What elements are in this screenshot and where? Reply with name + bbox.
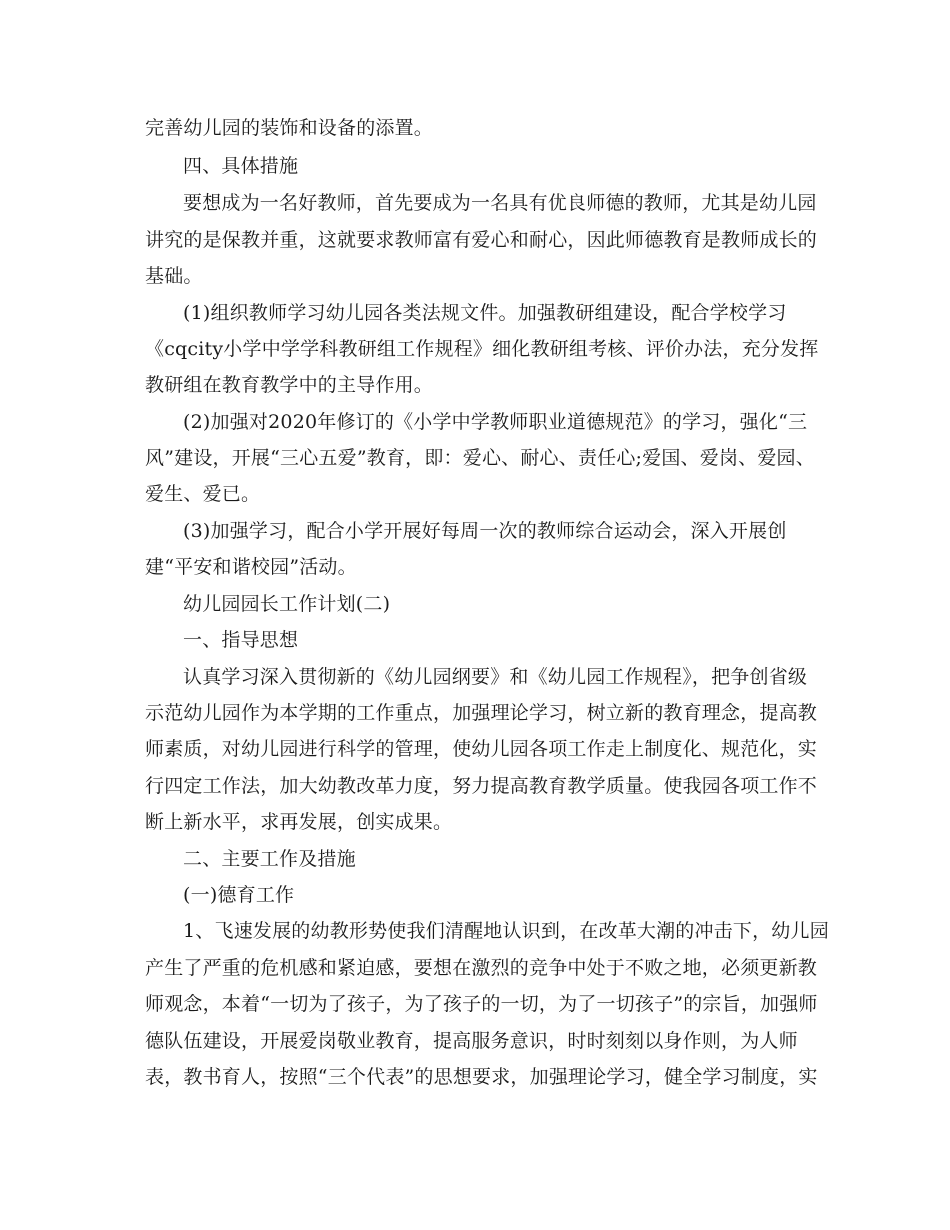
text-line: (1)组织教师学习幼儿园各类法规文件。加强教研组建设，配合学校学习 <box>183 302 787 324</box>
text-line: 1、飞速发展的幼教形势使我们清醒地认识到，在改革大潮的冲击下，幼儿园 <box>183 920 829 942</box>
text-line: 师观念，本着“一切为了孩子，为了孩子的一切，为了一切孩子”的宗旨，加强师 <box>145 993 818 1015</box>
text-line: 建“平安和谐校园”活动。 <box>145 556 357 578</box>
text-line: 断上新水平，求再发展，创实成果。 <box>145 811 453 833</box>
section-heading: 一、指导思想 <box>183 629 299 651</box>
text-line: 产生了严重的危机感和紧迫感，要想在激烈的竞争中处于不败之地，必须更新教 <box>145 957 818 979</box>
text-line: 师素质，对幼儿园进行科学的管理，使幼儿园各项工作走上制度化、规范化，实 <box>145 738 818 760</box>
text-line: 德队伍建设，开展爱岗敬业教育，提高服务意识，时时刻刻以身作则，为人师 <box>145 1030 798 1052</box>
text-line: 教研组在教育教学中的主导作用。 <box>145 374 434 396</box>
text-line: 完善幼儿园的装饰和设备的添置。 <box>145 117 434 139</box>
document-title: 幼儿园园长工作计划(二) <box>183 593 391 615</box>
text-line: 爱生、爱已。 <box>145 483 261 505</box>
text-line: 风”建设，开展“三心五爱”教育，即：爱心、耐心、责任心;爱国、爱岗、爱园、 <box>145 447 815 469</box>
text-line: 表，教书育人，按照“三个代表”的思想要求，加强理论学习，健全学习制度，实 <box>145 1066 818 1088</box>
section-heading: 二、主要工作及措施 <box>183 848 356 870</box>
text-line: 讲究的是保教并重，这就要求教师富有爱心和耐心，因此师德教育是教师成长的 <box>145 229 818 251</box>
text-line: 认真学习深入贯彻新的《幼儿园纲要》和《幼儿园工作规程》，把争创省级 <box>183 666 808 688</box>
text-line: (3)加强学习，配合小学开展好每周一次的教师综合运动会，深入开展创 <box>183 520 787 542</box>
text-line: 基础。 <box>145 265 203 287</box>
section-heading: 四、具体措施 <box>183 155 299 177</box>
text-line: (2)加强对2020年修订的《小学中学教师职业道德规范》的学习，强化“三 <box>183 411 808 433</box>
subsection-heading: (一)德育工作 <box>183 884 295 906</box>
text-line: 要想成为一名好教师，首先要成为一名具有优良师德的教师，尤其是幼儿园 <box>183 192 817 214</box>
text-line: 《cqcity小学中学学科教研组工作规程》细化教研组考核、评价办法，充分发挥 <box>145 338 819 360</box>
text-line: 行四定工作法，加大幼教改革力度，努力提高教育教学质量。使我园各项工作不 <box>145 775 818 797</box>
text-line: 示范幼儿园作为本学期的工作重点，加强理论学习，树立新的教育理念，提高教 <box>145 702 818 724</box>
